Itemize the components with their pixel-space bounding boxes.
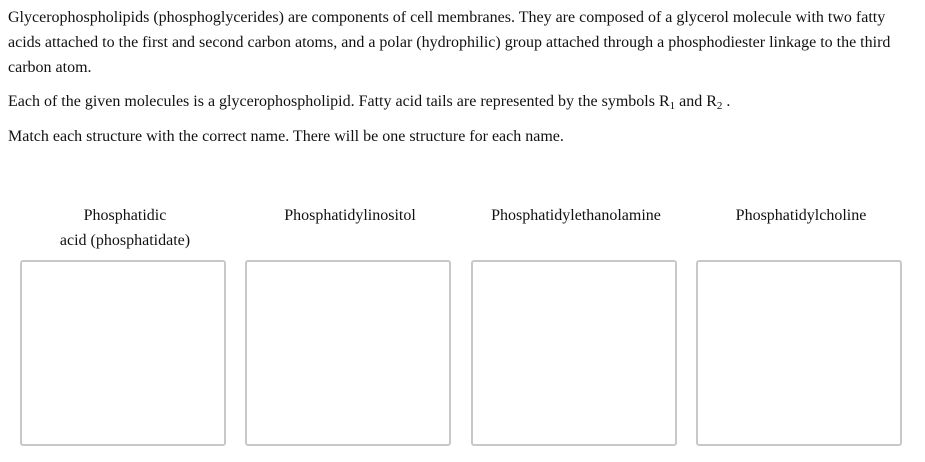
target-label-line1: Phosphatidic [83,207,167,224]
target-label-line2: acid (phosphatidate) [59,232,191,249]
drop-zone-phosphatidylethanolamine[interactable] [471,260,677,446]
intro-paragraph: Glycerophospholipids (phosphoglycerides) are components of cell membranes. They are composed of a glycerol molecule with two fatty acids attached to the first and second carbon atoms, and a polar (hydrophilic) group attached through a phosphodiester linkage to the third carbon atom. [8,9,891,76]
target-label-line1: Phosphatidylethanolamine [491,207,661,224]
target-column-phosphatidic-acid [20,203,230,255]
target-label-phosphatidic-acid [20,203,230,255]
target-label-phosphatidylinositol [245,203,455,255]
instruction-paragraph [8,89,913,114]
target-label-phosphatidylethanolamine [471,203,681,255]
target-label-line1: Phosphatidylinositol [284,207,416,224]
drop-zone-phosphatidic-acid[interactable] [20,260,226,446]
drop-zone-phosphatidylinositol[interactable] [245,260,451,446]
drop-zone-phosphatidylcholine[interactable] [696,260,902,446]
target-label-phosphatidylcholine [696,203,906,255]
match-instruction: Match each structure with the correct name. There will be one structure for each name. [8,128,564,145]
instruction-text-start: Each of the given molecules is a glycerophospholipid. Fatty acid tails are represented by the symbols R [8,93,670,110]
instruction-text-middle: and R [675,93,717,110]
subscript-2: 2 [716,100,723,112]
target-label-line1: Phosphatidylcholine [735,207,867,224]
instruction-text-end: . [722,93,731,110]
target-column-phosphatidylinositol [245,203,455,255]
target-column-phosphatidylcholine [696,203,906,255]
subscript-1: 1 [669,100,676,112]
target-column-phosphatidylethanolamine [471,203,681,255]
